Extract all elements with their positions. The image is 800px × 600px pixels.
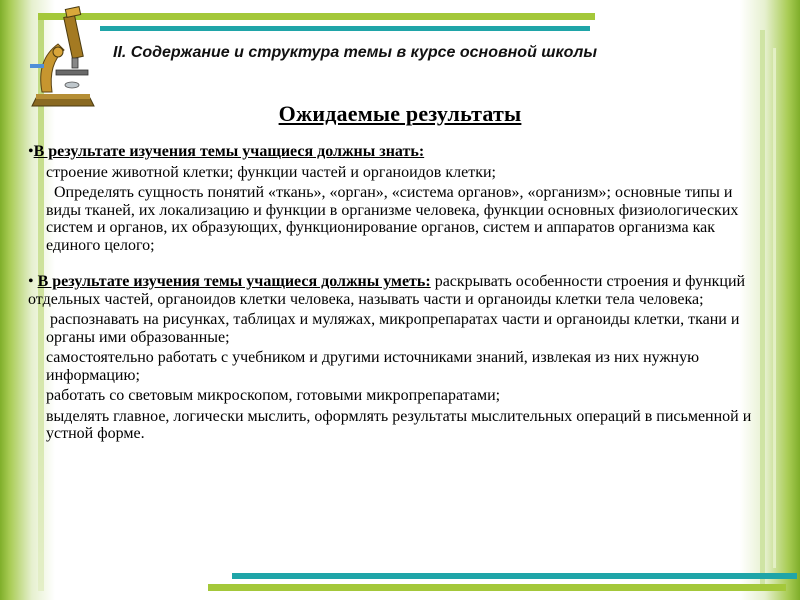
bullet-icon: •	[28, 143, 34, 160]
can-lead-text: В результате изучения темы учащиеся должны уметь:	[37, 273, 431, 290]
decor-bottom-teal-bar	[232, 573, 797, 579]
section-title: II. Содержание и структура темы в курсе основной школы	[113, 44, 598, 61]
decor-bottom-green-bar	[208, 584, 786, 591]
page-heading: Ожидаемые результаты	[278, 101, 522, 126]
can-item: работать со световым микроскопом, готовыми микропрепаратами;	[46, 387, 501, 404]
microscope-icon	[28, 0, 108, 110]
results-content	[28, 143, 768, 446]
decor-top-green-bar	[38, 13, 595, 20]
know-lead-text: В результате изучения темы учащиеся должны знать:	[33, 143, 425, 160]
can-item: распознавать на рисунках, таблицах и муляжах, микропрепаратах части и органоиды клетки, ткани и органы ими образованные;	[46, 311, 740, 346]
know-lead	[28, 143, 768, 161]
can-item: выделять главное, логически мыслить, оформлять результаты мыслительных операций в письменной и устной форме.	[46, 407, 752, 442]
can-item: самостоятельно работать с учебником и другими источниками знаний, извлекая из них нужную информацию;	[46, 349, 700, 384]
can-lead-tail: раскрывать особенности строения и функций отдельных частей, органоидов клетки человека, называть части и органоиды клетки тела человека;	[28, 273, 746, 308]
know-item: строение животной клетки; функции частей и органоидов клетки;	[46, 163, 496, 181]
decor-top-teal-bar	[100, 26, 590, 31]
bullet-icon: •	[28, 273, 34, 290]
can-lead	[28, 273, 768, 308]
know-item: Определять сущность понятий «ткань», «орган», «система органов», «организм»; основные типы и виды тканей, их локализацию и функции в организме человека, функции основных физиологических систем и органов, их образующих, функционирование органов, систем и аппаратов организма как единого целого;	[46, 184, 739, 254]
